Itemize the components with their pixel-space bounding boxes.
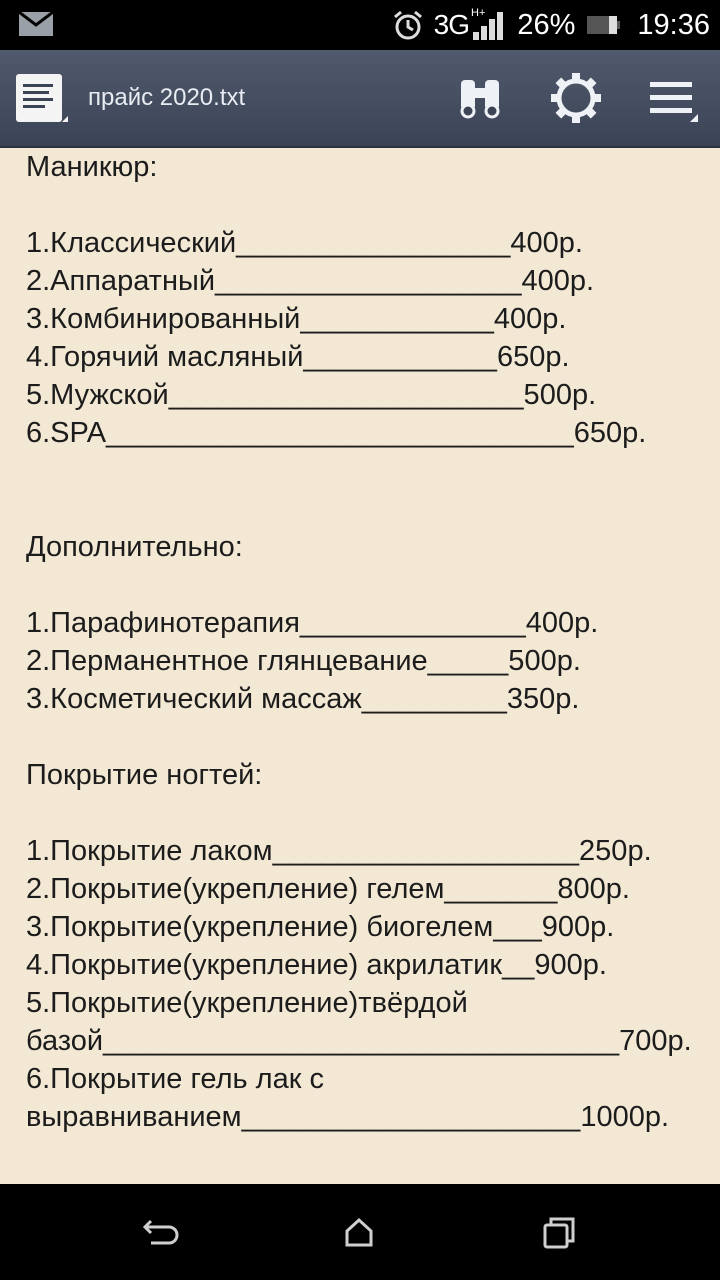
hamburger-menu-icon bbox=[646, 72, 698, 124]
document-line: Покрытие ногтей: bbox=[26, 759, 263, 791]
find-button[interactable] bbox=[452, 70, 508, 126]
status-bar bbox=[0, 0, 720, 50]
document-line: 6.Покрытие гель лак с bbox=[26, 1063, 324, 1095]
document-line: 3.Комбинированный____________400р. bbox=[26, 303, 567, 335]
settings-button[interactable] bbox=[548, 70, 604, 126]
battery-percent: 26% bbox=[517, 8, 576, 41]
document-line: 6.SPA_____________________________650р. bbox=[26, 417, 647, 449]
document-text[interactable] bbox=[26, 148, 706, 1136]
network-badge: H+ bbox=[471, 7, 486, 19]
back-icon bbox=[139, 1211, 183, 1255]
alarm-icon bbox=[392, 9, 424, 41]
document-line: базой________________________________700р. bbox=[26, 1025, 692, 1057]
home-icon bbox=[337, 1211, 381, 1255]
document-icon[interactable] bbox=[14, 72, 68, 128]
document-line: Маникюр: bbox=[26, 151, 158, 183]
file-name: прайс 2020.txt bbox=[88, 84, 246, 111]
document-line: 1.Парафинотерапия______________400р. bbox=[26, 607, 599, 639]
mail-icon bbox=[18, 11, 54, 37]
document-line: 3.Покрытие(укрепление) биогелем___900р. bbox=[26, 911, 615, 943]
gear-icon bbox=[550, 72, 602, 124]
document-line: 4.Горячий масляный____________650р. bbox=[26, 341, 570, 373]
document-line: выравниванием_____________________1000р. bbox=[26, 1101, 670, 1133]
document-line: 5.Покрытие(укрепление)твёрдой bbox=[26, 987, 468, 1019]
document-line: 1.Классический_________________400р. bbox=[26, 227, 583, 259]
document-line: 5.Мужской______________________500р. bbox=[26, 379, 597, 411]
document-line: 2.Покрытие(укрепление) гелем_______800р. bbox=[26, 873, 630, 905]
recents-button[interactable] bbox=[534, 1208, 584, 1258]
binoculars-icon bbox=[458, 76, 502, 120]
home-button[interactable] bbox=[334, 1208, 384, 1258]
document-line: 3.Косметический массаж_________350р. bbox=[26, 683, 580, 715]
document-view[interactable] bbox=[0, 148, 720, 1184]
document-line: Дополнительно: bbox=[26, 531, 243, 563]
battery-icon bbox=[585, 14, 621, 36]
document-line: 2.Аппаратный___________________400р. bbox=[26, 265, 595, 297]
document-line: 2.Перманентное глянцевание_____500р. bbox=[26, 645, 581, 677]
recents-icon bbox=[537, 1211, 581, 1255]
app-toolbar bbox=[0, 50, 720, 148]
document-line: 4.Покрытие(укрепление) акрилатик__900р. bbox=[26, 949, 607, 981]
clock: 19:36 bbox=[637, 8, 710, 41]
navigation-bar bbox=[0, 1184, 720, 1280]
back-button[interactable] bbox=[136, 1208, 186, 1258]
menu-button[interactable] bbox=[644, 70, 700, 126]
network-type: 3G bbox=[433, 9, 469, 40]
document-line: 1.Покрытие лаком___________________250р. bbox=[26, 835, 652, 867]
